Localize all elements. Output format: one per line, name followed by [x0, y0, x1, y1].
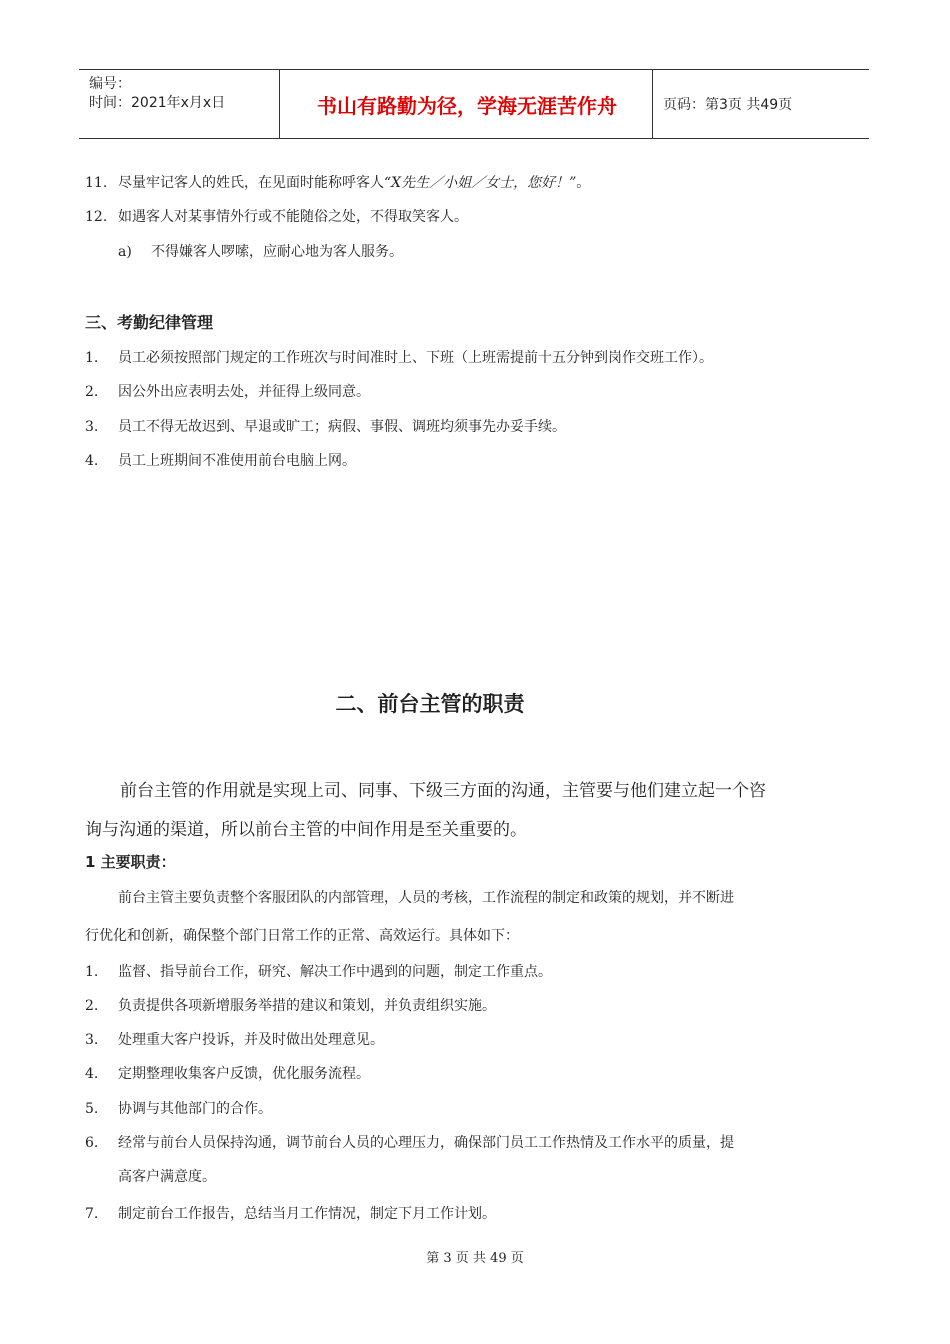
item-text: 如遇客人对某事情外行或不能随俗之处，不得取笑客人。: [118, 209, 468, 225]
duties-title: 1 主要职责：: [85, 853, 176, 871]
item-number: 2.: [85, 998, 99, 1014]
header-page-info: 页码：第3页 共49页: [663, 97, 793, 113]
item-number: 4.: [85, 1066, 99, 1082]
item-quote: “X先生／小姐／女士，您好！”: [384, 175, 577, 191]
list-item: [85, 995, 496, 1015]
item-text: 监督、指导前台工作，研究、解决工作中遇到的问题，制定工作重点。: [118, 964, 552, 980]
item-number: 3.: [85, 1032, 99, 1048]
item-number: 5.: [85, 1101, 99, 1117]
item-number: 3.: [85, 419, 99, 435]
item-number: 1.: [85, 350, 99, 366]
item-number: 2.: [85, 384, 99, 400]
item-text: 经常与前台人员保持沟通，调节前台人员的心理压力，确保部门员工工作热情及工作水平的质量，提: [118, 1135, 734, 1151]
list-item: [85, 961, 552, 981]
item-text: 定期整理收集客户反馈，优化服务流程。: [118, 1066, 370, 1082]
header-divider: [279, 70, 280, 138]
item-end: 。: [576, 175, 591, 191]
item-text: 不得嫌客人啰嗦，应耐心地为客人服务。: [151, 244, 403, 260]
list-item: [85, 1203, 496, 1223]
list-item: [85, 1132, 734, 1152]
item-text: 高客户满意度。: [118, 1169, 216, 1185]
item-text: 制定前台工作报告，总结当月工作情况，制定下月工作计划。: [118, 1206, 496, 1222]
list-item-continuation: [85, 1166, 216, 1186]
list-item: [85, 347, 713, 367]
item-text: 尽量牢记客人的姓氏，在见面时能称呼客人: [118, 175, 384, 191]
item-number: a): [118, 244, 132, 260]
item-text: 协调与其他部门的合作。: [118, 1101, 272, 1117]
list-item: [85, 172, 590, 192]
intro-paragraph: 前台主管的作用就是实现上司、同事、下级三方面的沟通，主管要与他们建立起一个咨: [120, 781, 766, 801]
list-item: [85, 416, 566, 436]
item-number: 7.: [85, 1206, 99, 1222]
number-label: 编号：: [89, 76, 131, 92]
item-text: 员工上班期间不准使用前台电脑上网。: [118, 453, 356, 469]
item-text: 员工必须按照部门规定的工作班次与时间准时上、下班（上班需提前十五分钟到岗作交班工作）。: [118, 350, 713, 366]
item-text: 员工不得无故迟到、早退或旷工；病假、事假、调班均须事先办妥手续。: [118, 419, 566, 435]
list-item: [85, 381, 370, 401]
chapter-title: 二、前台主管的职责: [335, 692, 525, 716]
item-text: 因公外出应表明去处，并征得上级同意。: [118, 384, 370, 400]
header-meta: [79, 70, 279, 138]
page-header: [79, 69, 869, 139]
list-item: [85, 450, 356, 470]
duties-paragraph: 行优化和创新，确保整个部门日常工作的正常、高效运行。具体如下：: [85, 928, 519, 944]
header-motto: 书山有路勤为径，学海无涯苦作舟: [317, 93, 617, 118]
item-text: 处理重大客户投诉，并及时做出处理意见。: [118, 1032, 384, 1048]
section-title: 三、考勤纪律管理: [85, 313, 214, 332]
list-subitem: [118, 241, 403, 261]
item-number: 11.: [85, 175, 108, 191]
item-number: 6.: [85, 1135, 99, 1151]
time-label: 时间：2021年x月x日: [89, 95, 226, 111]
list-item: [85, 206, 468, 226]
list-item: [85, 1029, 384, 1049]
page-footer: 第 3 页 共 49 页: [426, 1251, 524, 1266]
header-divider: [652, 70, 653, 138]
duties-paragraph: 前台主管主要负责整个客服团队的内部管理，人员的考核，工作流程的制定和政策的规划，并不断进: [118, 890, 734, 906]
intro-paragraph: 询与沟通的渠道，所以前台主管的中间作用是至关重要的。: [85, 820, 527, 840]
item-number: 12.: [85, 209, 108, 225]
list-item: [85, 1098, 272, 1118]
item-text: 负责提供各项新增服务举措的建议和策划，并负责组织实施。: [118, 998, 496, 1014]
item-number: 1.: [85, 964, 99, 980]
item-number: 4.: [85, 453, 99, 469]
list-item: [85, 1063, 370, 1083]
